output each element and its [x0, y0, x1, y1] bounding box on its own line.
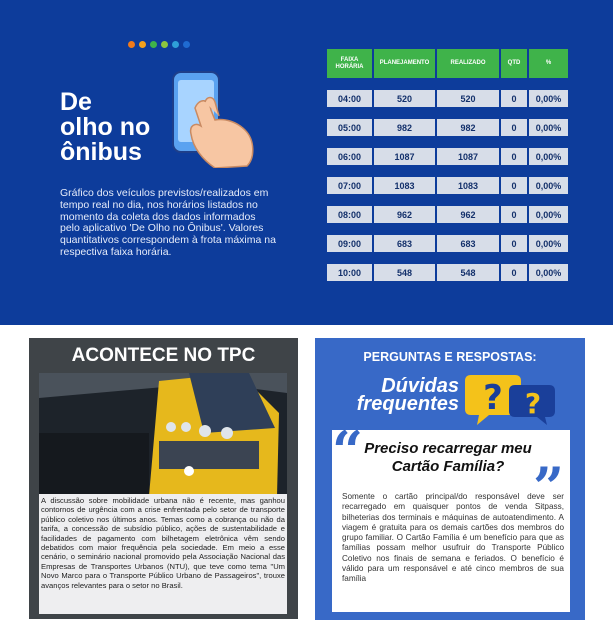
- bus-photo: [39, 373, 287, 496]
- dot: [150, 41, 157, 48]
- table-cell: 520: [437, 90, 501, 107]
- table-cell: 982: [374, 119, 437, 136]
- header-cell: QTD: [501, 49, 529, 78]
- table-row: [327, 177, 568, 194]
- header-cell: PLANEJAMENTO: [374, 49, 437, 78]
- table-row: [327, 264, 568, 281]
- headline-line: olho no: [60, 113, 151, 141]
- table-cell: 0,00%: [535, 209, 562, 220]
- quote-open-icon: “: [332, 419, 364, 483]
- table-cell: 0: [501, 148, 529, 165]
- dot: [183, 41, 190, 48]
- table-row: [327, 235, 568, 252]
- dot: [139, 41, 146, 48]
- faq-panel: [315, 338, 585, 620]
- description: Gráfico dos veículos previstos/realizados em tempo real no dia, nos horários listados no momento da coleta dos dados informados pelo aplicativo 'De Olho no Ônibus'. Valores quantitativos correspondem à frota máxima na respectiva faixa horária.: [60, 187, 276, 258]
- faq-subtitle-line: Dúvidas: [381, 375, 459, 397]
- table-cell: 0: [501, 119, 529, 136]
- table-cell: 982: [437, 119, 501, 136]
- table-row: [327, 119, 568, 136]
- table-cell: 09:00: [327, 235, 374, 252]
- dot: [128, 41, 135, 48]
- table-cell: 548: [374, 264, 437, 281]
- news-panel: [29, 338, 298, 619]
- table-cell: 0: [501, 235, 529, 252]
- table-cell: 08:00: [327, 206, 374, 223]
- table-cell: 0,00%: [535, 180, 562, 191]
- table-cell: 0: [501, 90, 529, 107]
- headline-line: De: [60, 88, 92, 116]
- header-cell: FAIXA HORÁRIA: [327, 49, 374, 78]
- table-cell: 548: [437, 264, 501, 281]
- table-row: [327, 90, 568, 107]
- table-cell: 1083: [437, 177, 501, 194]
- schedule-table: [327, 49, 568, 293]
- quote-close-icon: ”: [532, 455, 564, 519]
- table-cell: 04:00: [327, 90, 374, 107]
- table-cell: 0: [501, 177, 529, 194]
- table-cell: 0,00%: [535, 93, 562, 104]
- headline-line: ônibus: [60, 138, 142, 166]
- table-cell: 520: [374, 90, 437, 107]
- hand-phone-icon: [165, 68, 260, 168]
- table-cell: 962: [437, 206, 501, 223]
- table-cell: 10:00: [327, 264, 374, 281]
- table-cell: 07:00: [327, 177, 374, 194]
- table-cell: 0,00%: [535, 151, 562, 162]
- table-cell: 683: [374, 235, 437, 252]
- table-cell: 1083: [374, 177, 437, 194]
- table-cell: 0,00%: [535, 267, 562, 278]
- faq-subtitle-line: frequentes: [356, 393, 459, 415]
- table-cell: 683: [437, 235, 501, 252]
- headline: [60, 90, 150, 165]
- color-dots: [128, 41, 190, 48]
- table-cell: 962: [374, 206, 437, 223]
- table-cell: 0: [501, 264, 529, 281]
- news-title: ACONTECE NO TPC: [71, 345, 256, 366]
- table-cell: 06:00: [327, 148, 374, 165]
- header-cell: REALIZADO: [437, 49, 501, 78]
- question-marks-icon: [463, 371, 558, 426]
- faq-title: PERGUNTAS E RESPOSTAS:: [363, 350, 537, 364]
- table-cell: 1087: [437, 148, 501, 165]
- faq-question: Preciso recarregar meu Cartão Família?: [364, 440, 532, 475]
- table-row: [327, 148, 568, 165]
- faq-subtitle: [337, 377, 459, 413]
- dot: [172, 41, 179, 48]
- header-cell: %: [529, 49, 568, 78]
- svg-text:?: ?: [524, 387, 542, 420]
- table-cell: 05:00: [327, 119, 374, 136]
- faq-answer: Somente o cartão principal/do responsável deve ser recarregado em quaisquer pontos de venda Sitpass, bilheterias dos terminais e máquinas de autoatendimento. A viagem é gratuita para os demais cartões dos membros do grupo familiar. O Cartão Família é um benefício para que as famílias possam melhor usufruir do Transporte Público Coletivo nos finais de semana e feriados. O benefício é válido para um responsável e até cinco membros de sua família: [342, 492, 564, 584]
- svg-text:?: ?: [483, 378, 503, 418]
- dot: [161, 41, 168, 48]
- faq-card: [332, 419, 570, 612]
- table-cell: 1087: [374, 148, 437, 165]
- table-row: [327, 206, 568, 223]
- table-header: [327, 49, 568, 78]
- news-body: A discussão sobre mobilidade urbana não é recente, mas ganhou contornos de urgência com a crise enfrentada pelo setor de transporte público coletivo nos últimos anos. Temas como a cobrança ou não da tarifa, a concessão de subsídio público, ações de sustentabilidade e facilidades de pagamento com bilhetagem eletrônica vêm sendo debatidos com maior frequência pela sociedade. Em meio a esse cenário, o seminário nacional promovido pela Associação Nacional das Empresas de Transportes Urbanos (NTU), que teve como tema "Um Novo Marco para o Transporte Público Urbano de Passageiros", trouxe avanços relevantes para o setor no Brasil.: [39, 494, 287, 614]
- table-cell: 0: [501, 206, 529, 223]
- table-cell: 0,00%: [535, 238, 562, 249]
- table-cell: 0,00%: [535, 122, 562, 133]
